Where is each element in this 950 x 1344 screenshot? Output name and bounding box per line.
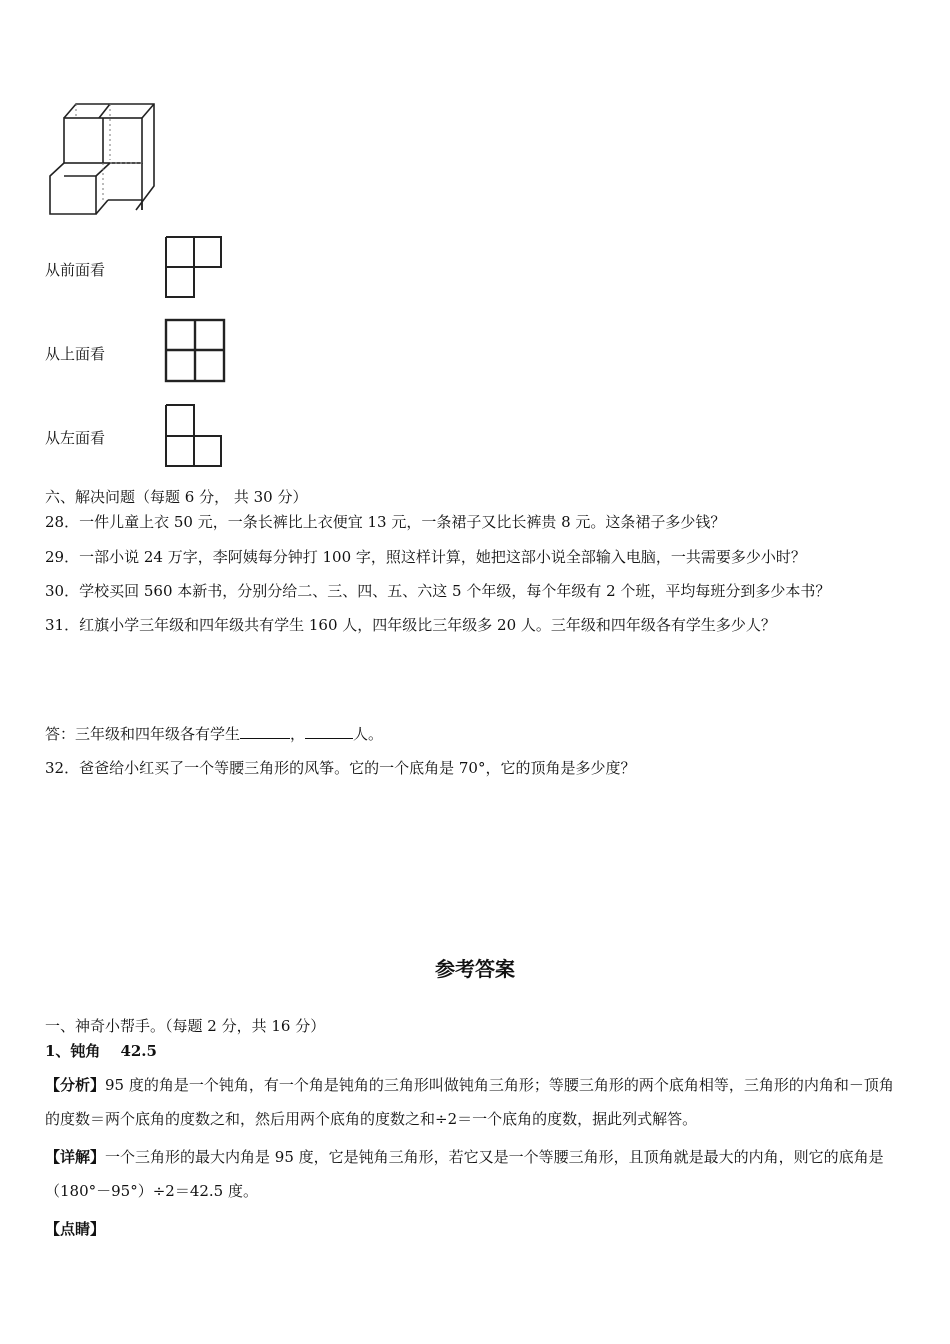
question-29: 29．一部小说 24 万字，李阿姨每分钟打 100 字，照这样计算，她把这部小说全部输入电脑，一共需要多少小时？ — [45, 548, 806, 566]
left-view-figure — [163, 402, 225, 470]
detail-tag: 【详解】 — [45, 1148, 106, 1166]
top-view-figure — [163, 317, 227, 385]
answer-prefix: 答：三年级和四年级各有学生 — [45, 725, 241, 743]
question-28: 28．一件儿童上衣 50 元，一条长裤比上衣便宜 13 元，一条裙子又比长裤贵 8 元。这条裙子多少钱？ — [45, 513, 726, 531]
top-view-label: 从上面看 — [45, 345, 106, 363]
answers-section1-heading: 一、神奇小帮手。（每题 2 分，共 16 分） — [45, 1017, 326, 1035]
question-30: 30．学校买回 560 本新书，分别分给二、三、四、五、六这 5 个年级，每个年级有 2 个班，平均每班分到多少本书？ — [45, 582, 831, 600]
front-view-label: 从前面看 — [45, 261, 106, 279]
answer-suffix: 人。 — [353, 725, 384, 743]
analysis-paragraph — [45, 1068, 905, 1136]
answer-separator: ， — [290, 725, 306, 743]
analysis-text: 95 度的角是一个钝角，有一个角是钝角的三角形叫做钝角三角形；等腰三角形的两个底角相等，三角形的内角和－顶角的度数＝两个底角的度数之和，然后用两个底角的度数之和÷2＝一个底角的度数，据此列式解答。 — [45, 1076, 894, 1128]
detail-paragraph — [45, 1140, 905, 1208]
answer-blank-grade4[interactable] — [305, 724, 353, 739]
answer-item-1 — [45, 1041, 157, 1061]
front-view-figure — [163, 234, 225, 300]
analysis-tag: 【分析】 — [45, 1076, 106, 1094]
answer-item-1-label: 1、钝角 — [45, 1042, 101, 1060]
cube-solid-figure — [44, 100, 159, 220]
answer-item-1-value: 42.5 — [120, 1042, 157, 1060]
question-31-answer-line — [45, 724, 383, 744]
question-31: 31．红旗小学三年级和四年级共有学生 160 人，四年级比三年级多 20 人。三年级和四年级各有学生多少人？ — [45, 616, 776, 634]
answers-title: 参考答案 — [435, 957, 515, 981]
comment-tag: 【点睛】 — [45, 1220, 106, 1238]
answer-blank-grade3[interactable] — [240, 724, 290, 739]
left-view-label: 从左面看 — [45, 429, 106, 447]
question-32: 32．爸爸给小红买了一个等腰三角形的风筝。它的一个底角是 70°，它的顶角是多少度？ — [45, 759, 636, 777]
detail-text: 一个三角形的最大内角是 95 度，它是钝角三角形，若它又是一个等腰三角形，且顶角就是最大的内角，则它的底角是（180°－95°）÷2＝42.5 度。 — [45, 1148, 884, 1200]
section6-heading: 六、解决问题（每题 6 分， 共 30 分） — [45, 488, 308, 506]
